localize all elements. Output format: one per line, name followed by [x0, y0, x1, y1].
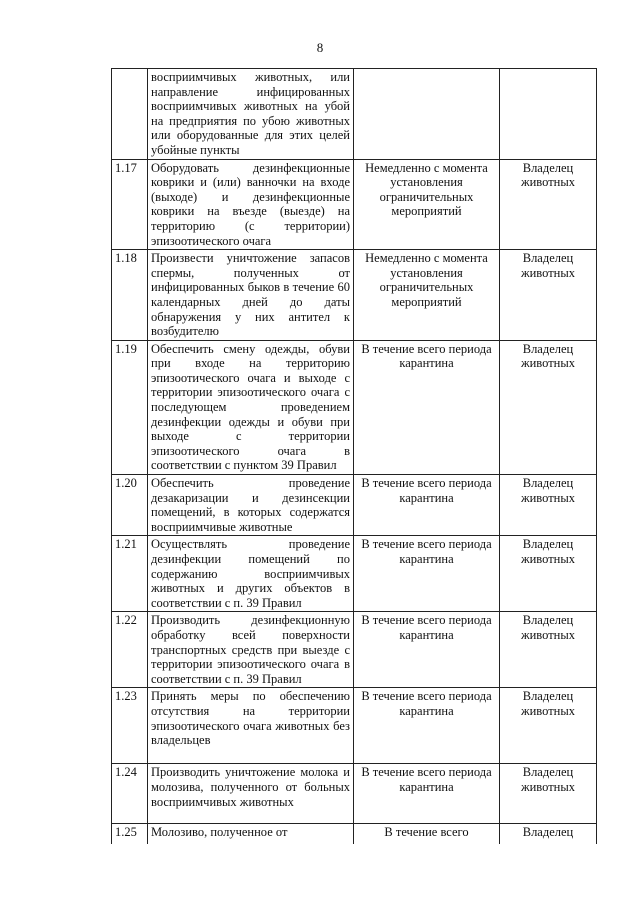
table-row [112, 688, 597, 764]
row-action: Осуществлять проведение дезинфекции помещений по содержанию восприимчивых животных и других объектов в соответствии с п. 39 Правил [148, 536, 354, 612]
table-row [112, 475, 597, 536]
row-number: 1.19 [112, 340, 148, 474]
row-number: 1.25 [112, 824, 148, 844]
row-responsible: Владелец [500, 824, 597, 844]
row-term [354, 69, 500, 160]
row-responsible: Владелец животных [500, 250, 597, 341]
row-action: Производить дезинфекционную обработку всей поверхности транспортных средств при выезде с территории эпизоотического очага в соответствии с п. 39 Правил [148, 612, 354, 688]
row-action: восприимчивых животных, или направление инфицированных восприимчивых животных на убой на предприятия по убою животных или оборудованные для этих целей убойные пункты [148, 69, 354, 160]
row-responsible: Владелец животных [500, 340, 597, 474]
row-number [112, 69, 148, 160]
row-number: 1.24 [112, 764, 148, 824]
row-term: В течение всего периода карантина [354, 536, 500, 612]
row-responsible [500, 69, 597, 160]
row-responsible: Владелец животных [500, 688, 597, 764]
row-term: В течение всего периода карантина [354, 475, 500, 536]
table-row [112, 536, 597, 612]
table-row [112, 340, 597, 474]
table-row [112, 159, 597, 250]
row-term: В течение всего периода карантина [354, 764, 500, 824]
row-action: Произвести уничтожение запасов спермы, полученных от инфицированных быков в течение 60 календарных дней до даты обнаружения у них антител к возбудителю [148, 250, 354, 341]
row-term: Немедленно с момента установления ограничительных мероприятий [354, 250, 500, 341]
row-responsible: Владелец животных [500, 612, 597, 688]
row-term: Немедленно с момента установления ограничительных мероприятий [354, 159, 500, 250]
row-action: Обеспечить смену одежды, обуви при входе на территорию эпизоотического очага и выходе с территории эпизоотического очага с последующем проведением дезинфекции одежды и обуви при выходе с территории эпизоотического очага в соответствии с пунктом 39 Правил [148, 340, 354, 474]
row-number: 1.20 [112, 475, 148, 536]
row-number: 1.23 [112, 688, 148, 764]
row-action: Оборудовать дезинфекционные коврики и (или) ванночки на входе (выходе) и дезинфекционные коврики на въезде (выезде) на территорию (с территории) эпизоотического очага [148, 159, 354, 250]
row-action: Принять меры по обеспечению отсутствия на территории эпизоотического очага животных без владельцев [148, 688, 354, 764]
row-number: 1.17 [112, 159, 148, 250]
table-row [112, 69, 597, 160]
row-responsible: Владелец животных [500, 536, 597, 612]
row-responsible: Владелец животных [500, 764, 597, 824]
row-number: 1.22 [112, 612, 148, 688]
page-number: 8 [316, 40, 324, 55]
table-row [112, 612, 597, 688]
row-action: Молозиво, полученное от [148, 824, 354, 844]
row-responsible: Владелец животных [500, 159, 597, 250]
row-number: 1.21 [112, 536, 148, 612]
row-action: Производить уничтожение молока и молозива, полученного от больных восприимчивых животных [148, 764, 354, 824]
measures-table [111, 68, 597, 844]
row-action: Обеспечить проведение дезакаризации и дезинсекции помещений, в которых содержатся восприимчивые животные [148, 475, 354, 536]
row-number: 1.18 [112, 250, 148, 341]
table-row [112, 764, 597, 824]
row-term: В течение всего периода карантина [354, 340, 500, 474]
row-term: В течение всего периода карантина [354, 612, 500, 688]
row-term: В течение всего периода карантина [354, 688, 500, 764]
row-term: В течение всего [354, 824, 500, 844]
table-row [112, 824, 597, 844]
row-responsible: Владелец животных [500, 475, 597, 536]
table-row [112, 250, 597, 341]
